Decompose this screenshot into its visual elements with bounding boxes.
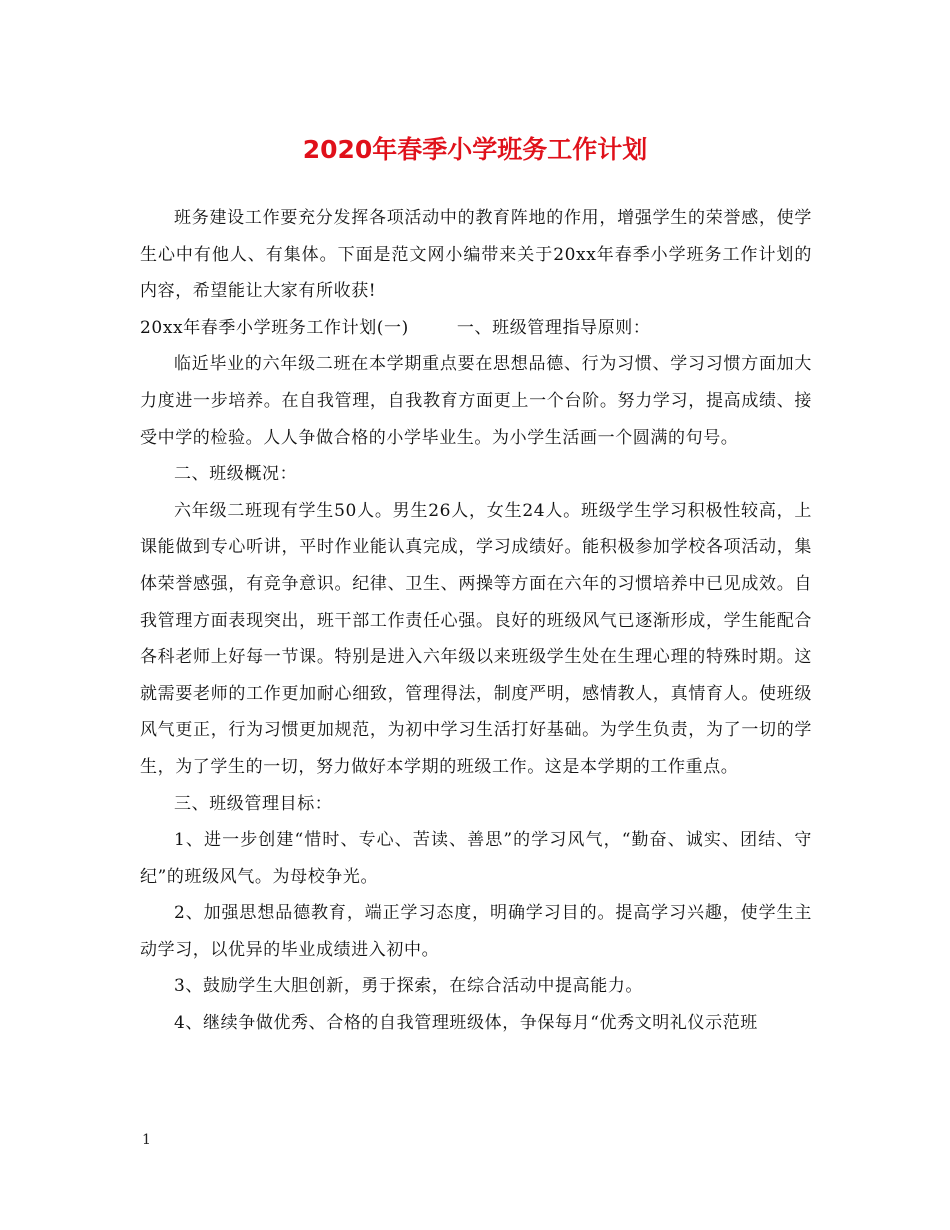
goal-item-1: 1、进一步创建“惜时、专心、苦读、善思”的学习风气，“勤奋、诚实、团结、守纪”的班级风气。为母校争光。 <box>140 830 812 887</box>
goal-item-2: 2、加强思想品德教育，端正学习态度，明确学习目的。提高学习兴趣，使学生主动学习，以优异的毕业成绩进入初中。 <box>140 903 812 960</box>
plan-heading-line: 20xx年春季小学班务工作计划(一) 一、班级管理指导原则： <box>140 317 651 338</box>
document-body <box>140 200 812 1042</box>
goal-item-3: 3、鼓励学生大胆创新，勇于探索，在综合活动中提高能力。 <box>174 976 644 997</box>
goal-item-4: 4、继续争做优秀、合格的自我管理班级体，争保每月“优秀文明礼仪示范班 <box>174 1013 758 1034</box>
section-heading-overview: 二、班级概况： <box>174 464 298 485</box>
principle-paragraph: 临近毕业的六年级二班在本学期重点要在思想品德、行为习惯、学习习惯方面加大力度进一步培养。在自我管理，自我教育方面更上一个台阶。努力学习，提高成绩、接受中学的检验。人人争做合格的小学毕业生。为小学生活画一个圆满的句号。 <box>140 354 812 448</box>
section-heading-goals: 三、班级管理目标： <box>174 793 333 814</box>
page-title: 2020年春季小学班务工作计划 <box>302 135 648 164</box>
page-number: 1 <box>142 1132 151 1148</box>
intro-paragraph: 班务建设工作要充分发挥各项活动中的教育阵地的作用，增强学生的荣誉感，使学生心中有他人、有集体。下面是范文网小编带来关于20xx年春季小学班务工作计划的内容，希望能让大家有所收获! <box>140 208 812 302</box>
overview-paragraph: 六年级二班现有学生50人。男生26人，女生24人。班级学生学习积极性较高，上课能做到专心听讲，平时作业能认真完成，学习成绩好。能积极参加学校各项活动，集体荣誉感强，有竞争意识。纪律、卫生、两操等方面在六年的习惯培养中已见成效。自我管理方面表现突出，班干部工作责任心强。良好的班级风气已逐渐形成，学生能配合各科老师上好每一节课。特别是进入六年级以来班级学生处在生理心理的特殊时期。这就需要老师的工作更加耐心细致，管理得法，制度严明，感情教人，真情育人。使班级风气更正，行为习惯更加规范，为初中学习生活打好基础。为学生负责，为了一切的学生，为了学生的一切，努力做好本学期的班级工作。这是本学期的工作重点。 <box>140 500 812 777</box>
